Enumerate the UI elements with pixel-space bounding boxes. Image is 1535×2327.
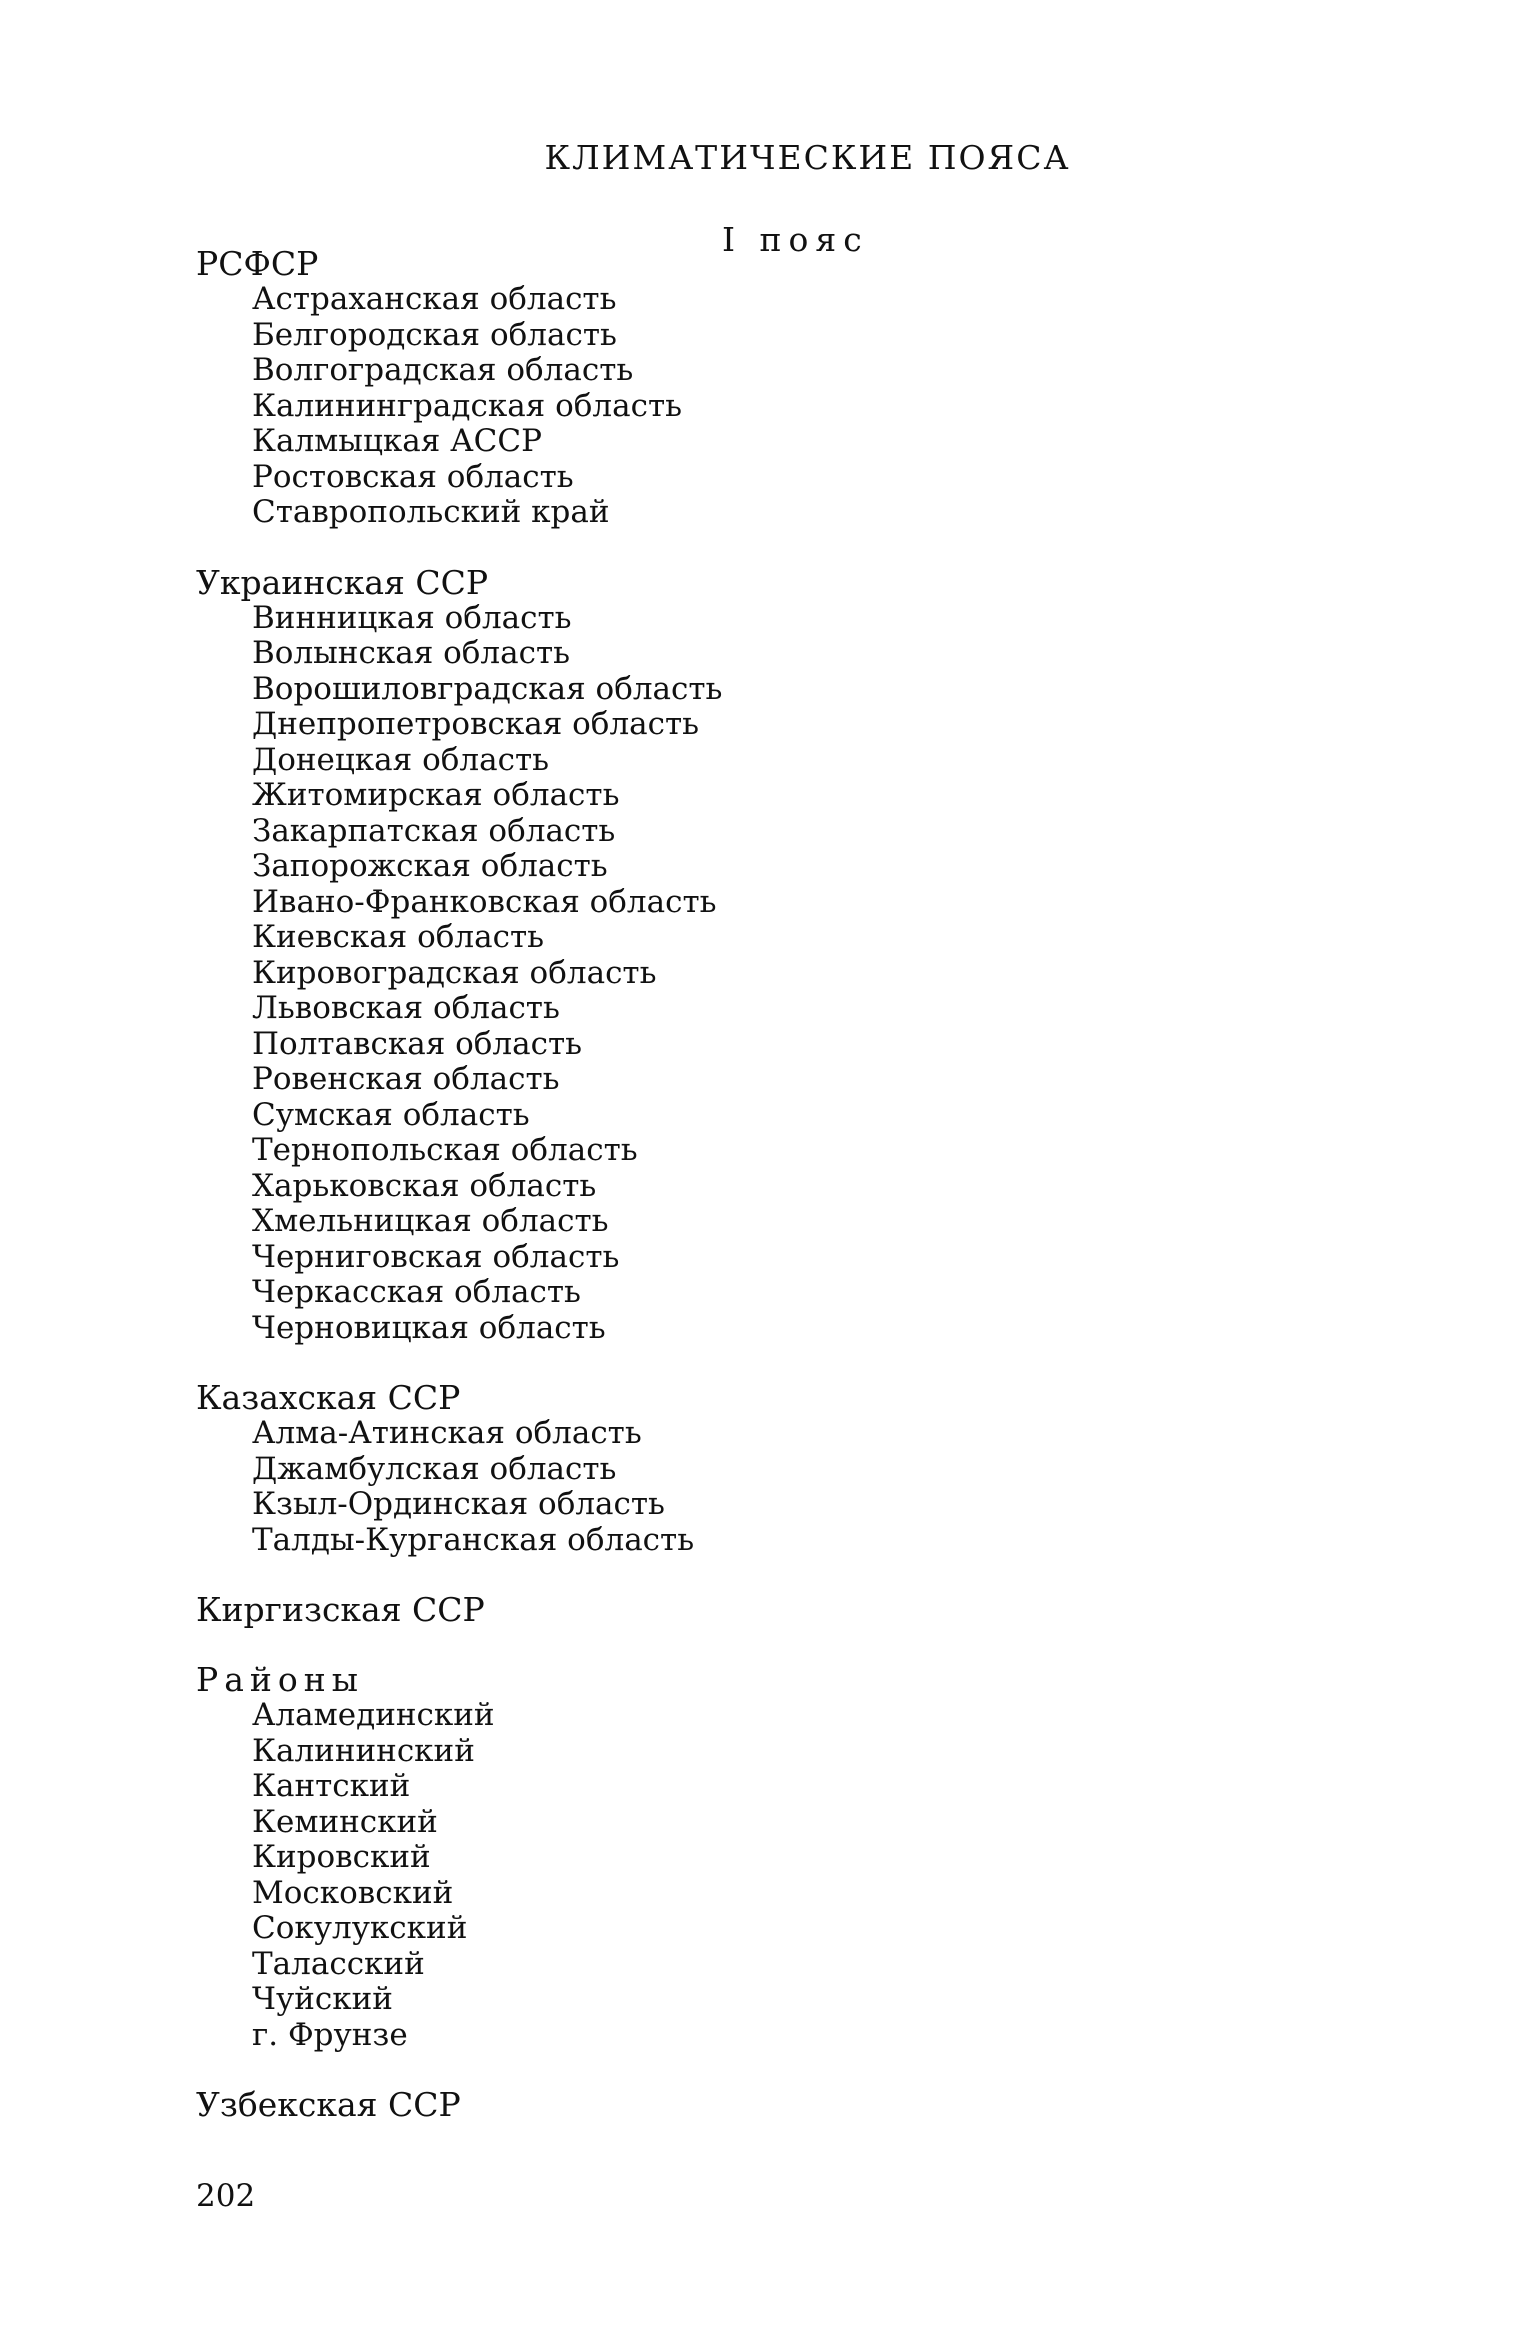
list-item: Московский xyxy=(252,1874,454,1911)
list-item: Ворошиловградская область xyxy=(252,670,723,707)
page-number: 202 xyxy=(196,2178,256,2214)
group-heading: РСФСР xyxy=(196,244,319,283)
group-heading: Украинская ССР xyxy=(196,562,489,602)
list-item: Алма-Атинская область xyxy=(252,1415,642,1451)
group-kirghiz-ssr xyxy=(196,1592,1396,1628)
region-items xyxy=(196,282,1396,531)
region-items xyxy=(196,1698,1396,2053)
list-item: Ростовская область xyxy=(252,458,574,495)
list-item: Аламединский xyxy=(252,1697,495,1733)
list-item: Ровенская область xyxy=(252,1061,560,1097)
list-item: Калмыцкая АССР xyxy=(252,423,542,459)
list-item: Полтавская область xyxy=(252,1025,582,1062)
list-item: Волгоградская область xyxy=(252,352,634,388)
group-uzbek-ssr xyxy=(196,2087,1396,2123)
list-item: Волынская область xyxy=(252,635,570,671)
list-item: Сокулукский xyxy=(252,1910,468,1946)
list-item: Днепропетровская область xyxy=(252,706,700,742)
group-rsfsr xyxy=(196,246,1396,531)
list-item: Закарпатская область xyxy=(252,812,616,849)
group-heading: Киргизская ССР xyxy=(196,1590,485,1629)
group-ukrainian-ssr xyxy=(196,562,1396,1347)
list-item: Донецкая область xyxy=(252,741,549,778)
list-item: Белгородская область xyxy=(252,316,617,353)
group-kazakh-ssr xyxy=(196,1380,1396,1558)
group-heading: Узбекская ССР xyxy=(196,2085,461,2124)
group-districts xyxy=(196,1662,1396,2053)
list-item: Черновицкая область xyxy=(252,1309,606,1346)
list-item: Ставропольский край xyxy=(252,494,610,530)
list-item: Калининский xyxy=(252,1732,475,1769)
list-item: Винницкая область xyxy=(252,599,572,636)
list-item: Кировоградская область xyxy=(252,954,657,991)
group-heading: Казахская ССР xyxy=(196,1378,461,1417)
list-item: Черниговская область xyxy=(252,1238,620,1275)
list-item: Кировский xyxy=(252,1839,431,1875)
zone-heading: I пояс xyxy=(722,220,869,259)
region-items xyxy=(196,601,1396,1347)
list-item: Житомирская область xyxy=(252,777,620,813)
page-title: КЛИМАТИЧЕСКИЕ ПОЯСА xyxy=(544,138,1071,177)
list-item: Чуйский xyxy=(252,1981,393,2017)
group-heading: Районы xyxy=(196,1660,364,1699)
list-item: Черкасская область xyxy=(252,1274,581,1310)
list-item: Сумская область xyxy=(252,1096,530,1133)
list-item: Талды-Курганская область xyxy=(252,1521,695,1558)
list-item: Тернопольская область xyxy=(252,1132,638,1168)
region-list xyxy=(196,246,1396,2157)
list-item: Кеминский xyxy=(252,1803,438,1840)
list-item: Джамбулская область xyxy=(252,1450,617,1487)
list-item: Львовская область xyxy=(252,990,560,1026)
list-item: Хмельницкая область xyxy=(252,1203,609,1239)
list-item: Харьковская область xyxy=(252,1167,597,1204)
region-items xyxy=(196,1416,1396,1558)
list-item: Запорожская область xyxy=(252,848,608,884)
list-item: Калининградская область xyxy=(252,387,682,424)
list-item: Киевская область xyxy=(252,919,544,955)
list-item: Кзыл-Ординская область xyxy=(252,1486,665,1522)
list-item: Астраханская область xyxy=(252,281,617,317)
list-item: Таласский xyxy=(252,1945,425,1982)
list-item: г. Фрунзе xyxy=(252,2016,408,2053)
list-item: Кантский xyxy=(252,1768,411,1804)
list-item: Ивано-Франковская область xyxy=(252,883,717,920)
